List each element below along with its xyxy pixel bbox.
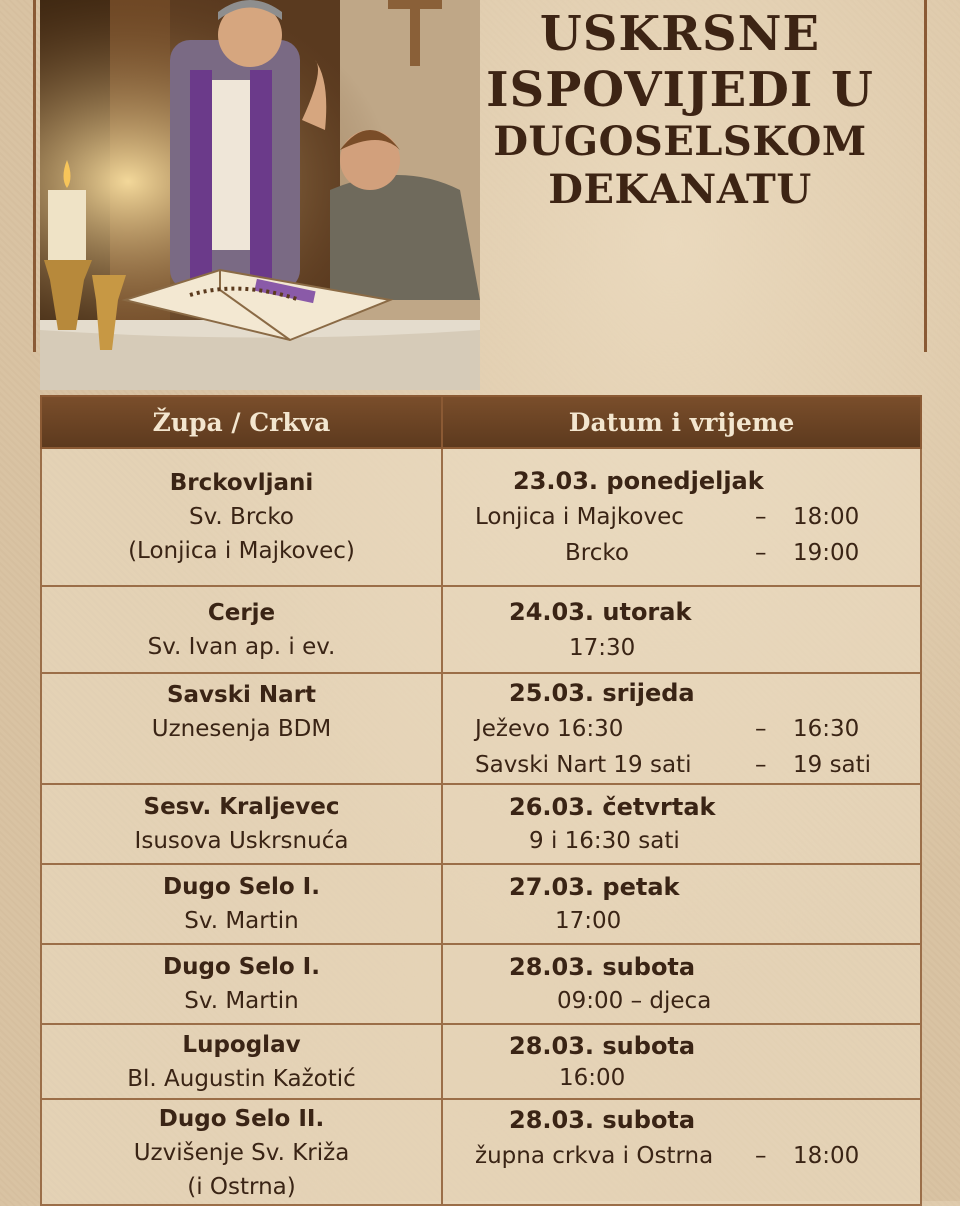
time-dash: – [755,751,767,778]
time-line [443,711,920,747]
header-parish: Župa / Crkva [41,396,442,448]
time-dash: – [755,504,767,530]
frame-left-line [33,0,36,352]
parish-cell [41,784,442,864]
poster-title [450,6,910,214]
church-name: Uzvišenje Sv. Križa [133,1140,350,1166]
parish-cell [41,673,442,784]
time-dash: – [755,540,767,566]
datetime-cell [442,864,921,944]
datetime-cell [442,448,921,586]
time-place: Brcko [565,540,629,566]
church-name: Bl. Augustin Kažotić [127,1065,356,1092]
time-value: 18:00 [793,504,860,530]
date-label: 26.03. četvrtak [509,793,716,821]
datetime-cell [442,586,921,673]
table-header-row [41,396,921,448]
time-value: 19:00 [793,540,860,566]
datetime-cell [442,784,921,864]
parish-name: Lupoglav [182,1031,301,1058]
church-note: (i Ostrna) [187,1174,296,1200]
table-row [41,448,921,586]
time-value: 16:30 [793,715,860,742]
time-place: Savski Nart 19 sati [475,751,692,778]
title-line-1: USKRSNE [539,6,821,62]
time-value: 17:30 [569,634,636,661]
table-row [41,864,921,944]
time-line [443,535,920,571]
date-label: 28.03. subota [509,1031,696,1060]
parish-name: Dugo Selo II. [158,1106,325,1132]
time-place: Ježevo 16:30 [475,715,624,742]
time-value: 17:00 [555,908,622,934]
date-label: 23.03. ponedjeljak [513,467,764,495]
table-row [41,784,921,864]
time-line [443,499,920,535]
parish-name: Brckovljani [169,470,314,496]
date-label: 28.03. subota [509,953,696,981]
time-line [443,747,920,783]
time-place: župna crkva i Ostrna [475,1143,714,1169]
time-value: 09:00 – djeca [557,988,712,1014]
parish-cell [41,864,442,944]
confession-schedule-table [40,395,922,1206]
church-name: Uznesenja BDM [151,716,332,742]
parish-name: Savski Nart [166,682,317,708]
time-value: 16:00 [559,1064,626,1091]
time-dash: – [755,1143,767,1169]
parish-cell [41,1099,442,1205]
time-value: 19 sati [793,751,872,778]
title-line-4: DEKANATU [548,166,812,213]
time-place: Lonjica i Majkovec [475,504,684,530]
table-row [41,1024,921,1099]
church-note: (Lonjica i Majkovec) [128,538,355,564]
frame-right-line [924,0,927,352]
table-row [41,673,921,784]
parish-cell [41,944,442,1024]
parish-name: Cerje [207,599,276,626]
parish-cell [41,1024,442,1099]
datetime-cell [442,673,921,784]
title-line-3: DUGOSELSKOM [493,118,867,165]
church-name: Sv. Brcko [189,504,294,530]
header-datetime: Datum i vrijeme [442,396,921,448]
church-name: Sv. Ivan ap. i ev. [147,633,336,660]
time-value: 9 i 16:30 sati [529,828,680,854]
datetime-cell [442,1099,921,1205]
church-name: Sv. Martin [184,988,299,1014]
parish-cell [41,586,442,673]
parish-name: Sesv. Kraljevec [143,794,340,820]
cross-icon [388,0,448,70]
date-label: 27.03. petak [509,873,680,901]
date-label: 24.03. utorak [509,597,692,626]
parish-name: Dugo Selo I. [163,874,320,900]
time-dash: – [755,715,767,742]
parish-cell [41,448,442,586]
table-row [41,586,921,673]
title-line-2: ISPOVIJEDI U [486,62,874,118]
time-line [443,1138,920,1174]
datetime-cell [442,944,921,1024]
church-name: Sv. Martin [184,908,299,934]
table-row [41,1099,921,1205]
date-label: 25.03. srijeda [509,678,695,707]
datetime-cell [442,1024,921,1099]
church-name: Isusova Uskrsnuća [134,828,349,854]
time-value: 18:00 [793,1143,860,1169]
parish-name: Dugo Selo I. [163,954,320,980]
table-row [41,944,921,1024]
date-label: 28.03. subota [509,1106,696,1134]
